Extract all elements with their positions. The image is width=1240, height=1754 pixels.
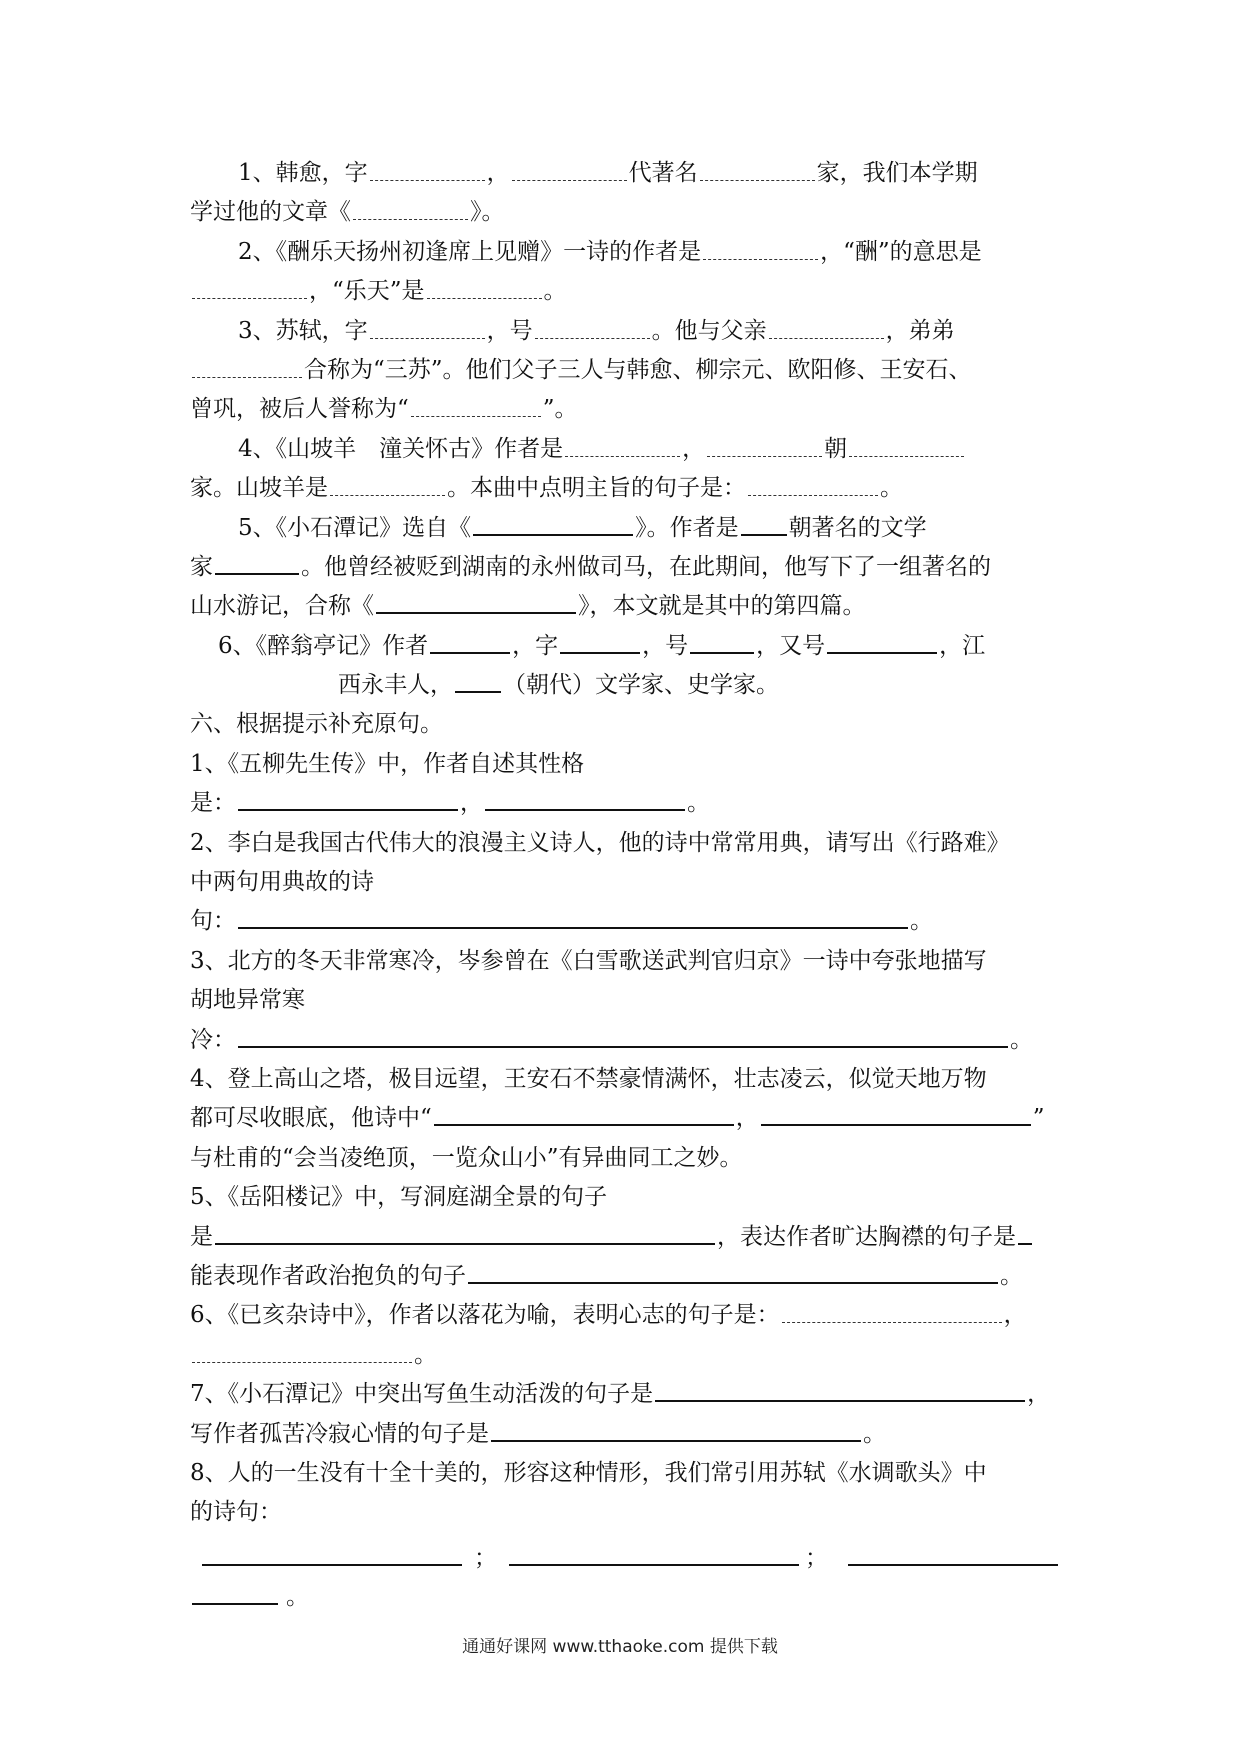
question-line: [190, 902, 1060, 941]
question-text: 西永丰人，: [338, 672, 453, 699]
question-text: 句：: [190, 908, 236, 935]
answer-blank[interactable]: [370, 158, 485, 181]
question-text: 合称为“三苏”。他们父子三人与韩愈、柳宗元、欧阳修、王安石、: [304, 356, 972, 383]
question-line: [190, 1139, 1060, 1178]
question-text: 是：: [190, 790, 236, 817]
answer-blank[interactable]: [535, 316, 650, 339]
question-text: 都可尽收眼底，他诗中“: [190, 1105, 432, 1132]
question-text: 。: [1000, 1262, 1023, 1289]
question-line: [190, 627, 1060, 666]
answer-blank[interactable]: [192, 276, 307, 299]
question-line: [190, 1218, 1060, 1257]
question-line: [190, 942, 1060, 981]
question-text: 。: [543, 278, 567, 305]
question-text: 。: [863, 1420, 886, 1447]
question-text: 》。作者是: [635, 514, 739, 541]
answer-blank[interactable]: [491, 1418, 861, 1442]
question-line: [190, 745, 1060, 784]
question-text: 朝: [824, 435, 848, 462]
answer-blank[interactable]: [827, 630, 937, 654]
question-text: 4、《山坡羊 潼关怀古》作者是: [238, 435, 564, 462]
question-text: 4、登上高山之塔，极目远望，王安石不禁豪情满怀，壮志凌云，似觉天地万物: [190, 1065, 987, 1092]
question-line: [190, 390, 1060, 429]
question-text: 山水游记，合称《: [190, 593, 374, 620]
question-text: 与杜甫的“会当凌绝顶，一览众山小”有异曲同工之妙。: [190, 1144, 743, 1171]
answer-blank[interactable]: [769, 316, 884, 339]
question-line: [190, 824, 1060, 863]
question-line: [190, 1021, 1060, 1060]
question-line: [190, 1099, 1060, 1138]
question-text: 。: [1010, 1026, 1033, 1053]
question-line: [190, 981, 1060, 1020]
question-text: 3、北方的冬天非常寒冷，岑参曾在《白雪歌送武判官归京》一诗中夸张地描写: [190, 947, 987, 974]
question-text: ，字: [512, 632, 559, 659]
question-text: 中两句用典故的诗: [190, 869, 374, 896]
question-line: [190, 272, 1060, 311]
question-text: 5、《岳阳楼记》中，写洞庭湖全景的句子: [190, 1184, 608, 1211]
question-text: ”: [1032, 1105, 1045, 1132]
question-text: 写作者孤苦冷寂心情的句子是: [190, 1420, 489, 1447]
question-text: 代著名: [628, 160, 698, 186]
answer-blank[interactable]: [565, 434, 680, 457]
question-text: 6、《醉翁亭记》作者: [218, 632, 429, 659]
worksheet-body: [190, 154, 1060, 1617]
question-text: 2、《酬乐天扬州初逢席上见赠》一诗的作者是: [238, 238, 702, 265]
answer-blank[interactable]: [1018, 1221, 1032, 1245]
answer-blank[interactable]: [376, 590, 576, 614]
question-text: ，表达作者旷达胸襟的句子是: [717, 1223, 1016, 1250]
question-line: [190, 1578, 1060, 1617]
question-text: （朝代）文学家、史学家。: [503, 672, 779, 699]
question-line: [190, 351, 1060, 390]
question-text: ，: [1003, 1302, 1027, 1329]
question-line: [190, 666, 1060, 705]
answer-blank[interactable]: [848, 1542, 1058, 1566]
question-line: [190, 1375, 1060, 1414]
answer-blank[interactable]: [509, 1542, 799, 1566]
question-text: 。本曲中点明主旨的句子是：: [447, 475, 746, 502]
question-text: ，“乐天”是: [309, 278, 425, 305]
answer-blank[interactable]: [560, 630, 640, 654]
answer-blank[interactable]: [192, 1581, 278, 1605]
answer-blank[interactable]: [782, 1300, 1002, 1323]
answer-blank[interactable]: [700, 158, 815, 181]
answer-blank[interactable]: [215, 1221, 715, 1245]
answer-blank[interactable]: [473, 512, 633, 536]
question-text: 6、《已亥杂诗中》，作者以落花为喻，表明心志的句子是：: [190, 1302, 780, 1329]
question-text: 。: [286, 1584, 309, 1611]
question-text: 》。: [470, 199, 505, 226]
question-text: 曾巩，被后人誉称为“: [190, 396, 409, 423]
question-text: ，江: [939, 632, 986, 659]
question-text: ，: [460, 790, 483, 817]
question-text: 学过他的文章《: [190, 199, 351, 226]
question-text: 》，本文就是其中的第四篇。: [578, 593, 866, 620]
answer-blank[interactable]: [202, 1542, 462, 1566]
question-line: [190, 1296, 1060, 1335]
question-line: [190, 784, 1060, 823]
question-text: ，又号: [756, 632, 826, 659]
question-line: [190, 1454, 1060, 1493]
answer-blank[interactable]: [330, 473, 445, 496]
answer-blank[interactable]: [192, 1340, 412, 1363]
answer-blank[interactable]: [192, 355, 302, 378]
question-text: 冷：: [190, 1026, 236, 1053]
question-text: 家: [190, 553, 213, 580]
question-line: [190, 1178, 1060, 1217]
answer-blank[interactable]: [238, 905, 908, 929]
answer-blank[interactable]: [430, 630, 510, 654]
answer-blank[interactable]: [238, 1024, 1008, 1048]
question-text: ，号: [486, 317, 533, 344]
question-line: [190, 1415, 1060, 1454]
question-text: 1、韩愈，字: [238, 160, 368, 186]
question-text: 。: [687, 790, 710, 817]
question-text: ，号: [642, 632, 689, 659]
answer-blank[interactable]: [703, 237, 818, 260]
question-text: 2、李白是我国古代伟大的浪漫主义诗人，他的诗中常常用典，请写出《行路难》: [190, 829, 1010, 856]
question-text: ，弟弟: [885, 317, 955, 344]
section-heading: [190, 705, 1060, 744]
question-line: [190, 193, 1060, 232]
question-text: ，: [682, 435, 706, 462]
question-text: 能表现作者政治抱负的句子: [190, 1262, 466, 1289]
question-line: [190, 1539, 1060, 1578]
question-text: 8、人的一生没有十全十美的，形容这种情形，我们常引用苏轼《水调歌头》中: [190, 1459, 987, 1486]
answer-blank[interactable]: [238, 787, 458, 811]
question-text: 朝著名的文学: [788, 514, 927, 541]
answer-blank[interactable]: [512, 158, 627, 181]
answer-blank[interactable]: [741, 512, 787, 536]
answer-blank[interactable]: [468, 1260, 998, 1284]
answer-blank[interactable]: [215, 551, 299, 575]
question-text: 是: [190, 1223, 213, 1250]
question-text: 1、《五柳先生传》中，作者自述其性格: [190, 750, 585, 777]
answer-blank[interactable]: [849, 434, 964, 457]
question-line: [190, 1060, 1060, 1099]
question-text: 。: [414, 1341, 437, 1368]
question-text: 。他与父亲: [651, 317, 767, 344]
question-text: 胡地异常寒: [190, 987, 305, 1014]
question-line: [190, 1493, 1060, 1532]
section-heading-text: 六、根据提示补充原句。: [190, 711, 443, 738]
question-text: ，: [735, 1105, 759, 1132]
question-text: ，“酬”的意思是: [820, 238, 982, 265]
question-text: 。他曾经被贬到湖南的永州做司马，在此期间，他写下了一组著名的: [301, 553, 991, 580]
question-text: ；: [805, 1544, 828, 1571]
question-text: 家，我们本学期: [816, 160, 978, 186]
answer-blank[interactable]: [427, 276, 542, 299]
answer-blank[interactable]: [411, 394, 541, 417]
question-line: [190, 1336, 1060, 1375]
answer-blank[interactable]: [370, 316, 485, 339]
question-text: 。: [880, 475, 903, 502]
answer-blank[interactable]: [690, 630, 754, 654]
question-text: 的诗句：: [190, 1499, 282, 1526]
question-text: ，: [1027, 1381, 1051, 1408]
answer-blank[interactable]: [485, 787, 685, 811]
question-line: [190, 154, 1060, 193]
question-line: [190, 233, 1060, 272]
answer-blank[interactable]: [761, 1102, 1031, 1126]
answer-blank[interactable]: [434, 1102, 734, 1126]
question-line: [190, 548, 1060, 587]
question-text: ，: [486, 160, 510, 186]
answer-blank[interactable]: [655, 1378, 1025, 1402]
answer-blank[interactable]: [707, 434, 822, 457]
question-line: [190, 509, 1060, 548]
question-text: 7、《小石潭记》中突出写鱼生动活泼的句子是: [190, 1381, 654, 1408]
answer-blank[interactable]: [353, 197, 468, 220]
question-line: [190, 1257, 1060, 1296]
question-line: [190, 587, 1060, 626]
answer-blank[interactable]: [748, 473, 878, 496]
question-line: [190, 430, 1060, 469]
question-text: ；: [474, 1544, 497, 1571]
answer-blank[interactable]: [455, 669, 501, 693]
question-text: 3、苏轼，字: [238, 317, 368, 344]
question-text: ”。: [542, 396, 578, 423]
question-line: [190, 312, 1060, 351]
page-footer: 通通好课网 www.tthaoke.com 提供下载: [462, 1637, 778, 1657]
question-line: [190, 469, 1060, 508]
question-text: 5、《小石潭记》选自《: [238, 514, 472, 541]
question-text: 家。山坡羊是: [190, 475, 328, 502]
question-text: 。: [910, 908, 933, 935]
question-line: [190, 863, 1060, 902]
